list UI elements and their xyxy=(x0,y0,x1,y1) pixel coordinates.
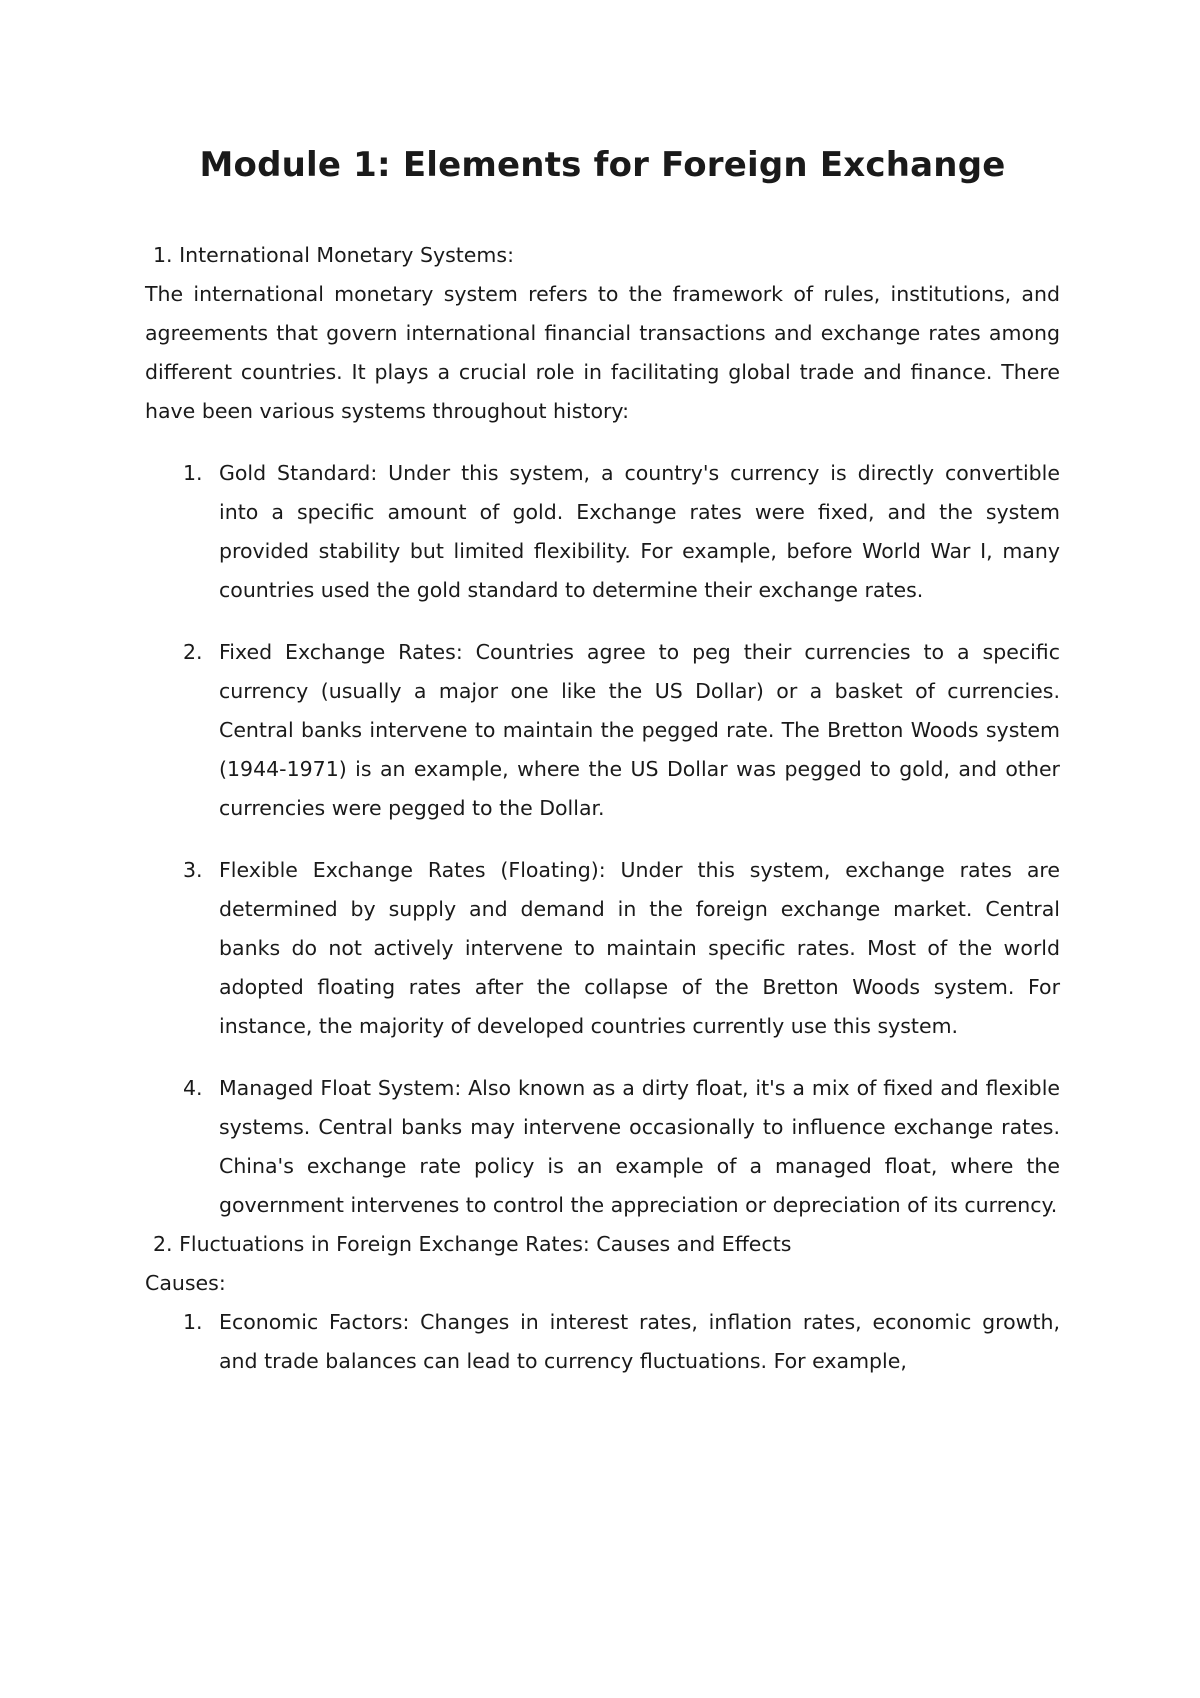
list-item-number: 2. xyxy=(183,640,203,664)
section-heading-international-monetary-systems: 1. International Monetary Systems: xyxy=(153,243,514,267)
list-item-text: Flexible Exchange Rates (Floating): Under this system, exchange rates are determined by supply and demand in the foreign exchange market. Central banks do not actively intervene to maintain specific rates. Most of the world adopted floating rates after the collapse of the Bretton Woods system. For instance, the majority of developed countries currently use this system. xyxy=(219,858,1060,1038)
list-item-number: 1. xyxy=(183,461,203,485)
page-title: Module 1: Elements for Foreign Exchange xyxy=(199,145,1006,185)
list-item-fixed-exchange-rates xyxy=(145,633,1060,828)
list-item-managed-float xyxy=(145,1069,1060,1225)
list-item-gold-standard xyxy=(145,454,1060,610)
list-item-flexible-exchange-rates xyxy=(145,851,1060,1046)
section-heading-fluctuations: 2. Fluctuations in Foreign Exchange Rates: Causes and Effects xyxy=(153,1232,792,1256)
list-item-text: Gold Standard: Under this system, a country's currency is directly convertible into a specific amount of gold. Exchange rates were fixed, and the system provided stability but limited flexibility. For example, before World War I, many countries used the gold standard to determine their exchange rates. xyxy=(219,461,1060,602)
list-item-text: Managed Float System: Also known as a dirty float, it's a mix of fixed and flexible systems. Central banks may intervene occasionally to influence exchange rates. China's exchange rate policy is an example of a managed float, where the government intervenes to control the appreciation or depreciation of its currency. xyxy=(219,1076,1060,1217)
list-item-number: 4. xyxy=(183,1076,203,1100)
causes-label: Causes: xyxy=(145,1271,226,1295)
list-item-number: 3. xyxy=(183,858,203,882)
monetary-systems-list xyxy=(145,454,1060,1225)
list-item-text: Economic Factors: Changes in interest rates, inflation rates, economic growth, and trade balances can lead to currency fluctuations. For example, xyxy=(219,1310,1060,1373)
causes-list xyxy=(145,1303,1060,1381)
list-item-number: 1. xyxy=(183,1310,203,1334)
intro-paragraph: The international monetary system refers to the framework of rules, institutions, and agreements that govern international financial transactions and exchange rates among different countries. It plays a crucial role in facilitating global trade and finance. There have been various systems throughout history: xyxy=(145,282,1060,423)
list-item-text: Fixed Exchange Rates: Countries agree to peg their currencies to a specific currency (usually a major one like the US Dollar) or a basket of currencies. Central banks intervene to maintain the pegged rate. The Bretton Woods system (1944-1971) is an example, where the US Dollar was pegged to gold, and other currencies were pegged to the Dollar. xyxy=(219,640,1060,820)
document-body xyxy=(145,236,1060,1381)
list-item-economic-factors xyxy=(145,1303,1060,1381)
